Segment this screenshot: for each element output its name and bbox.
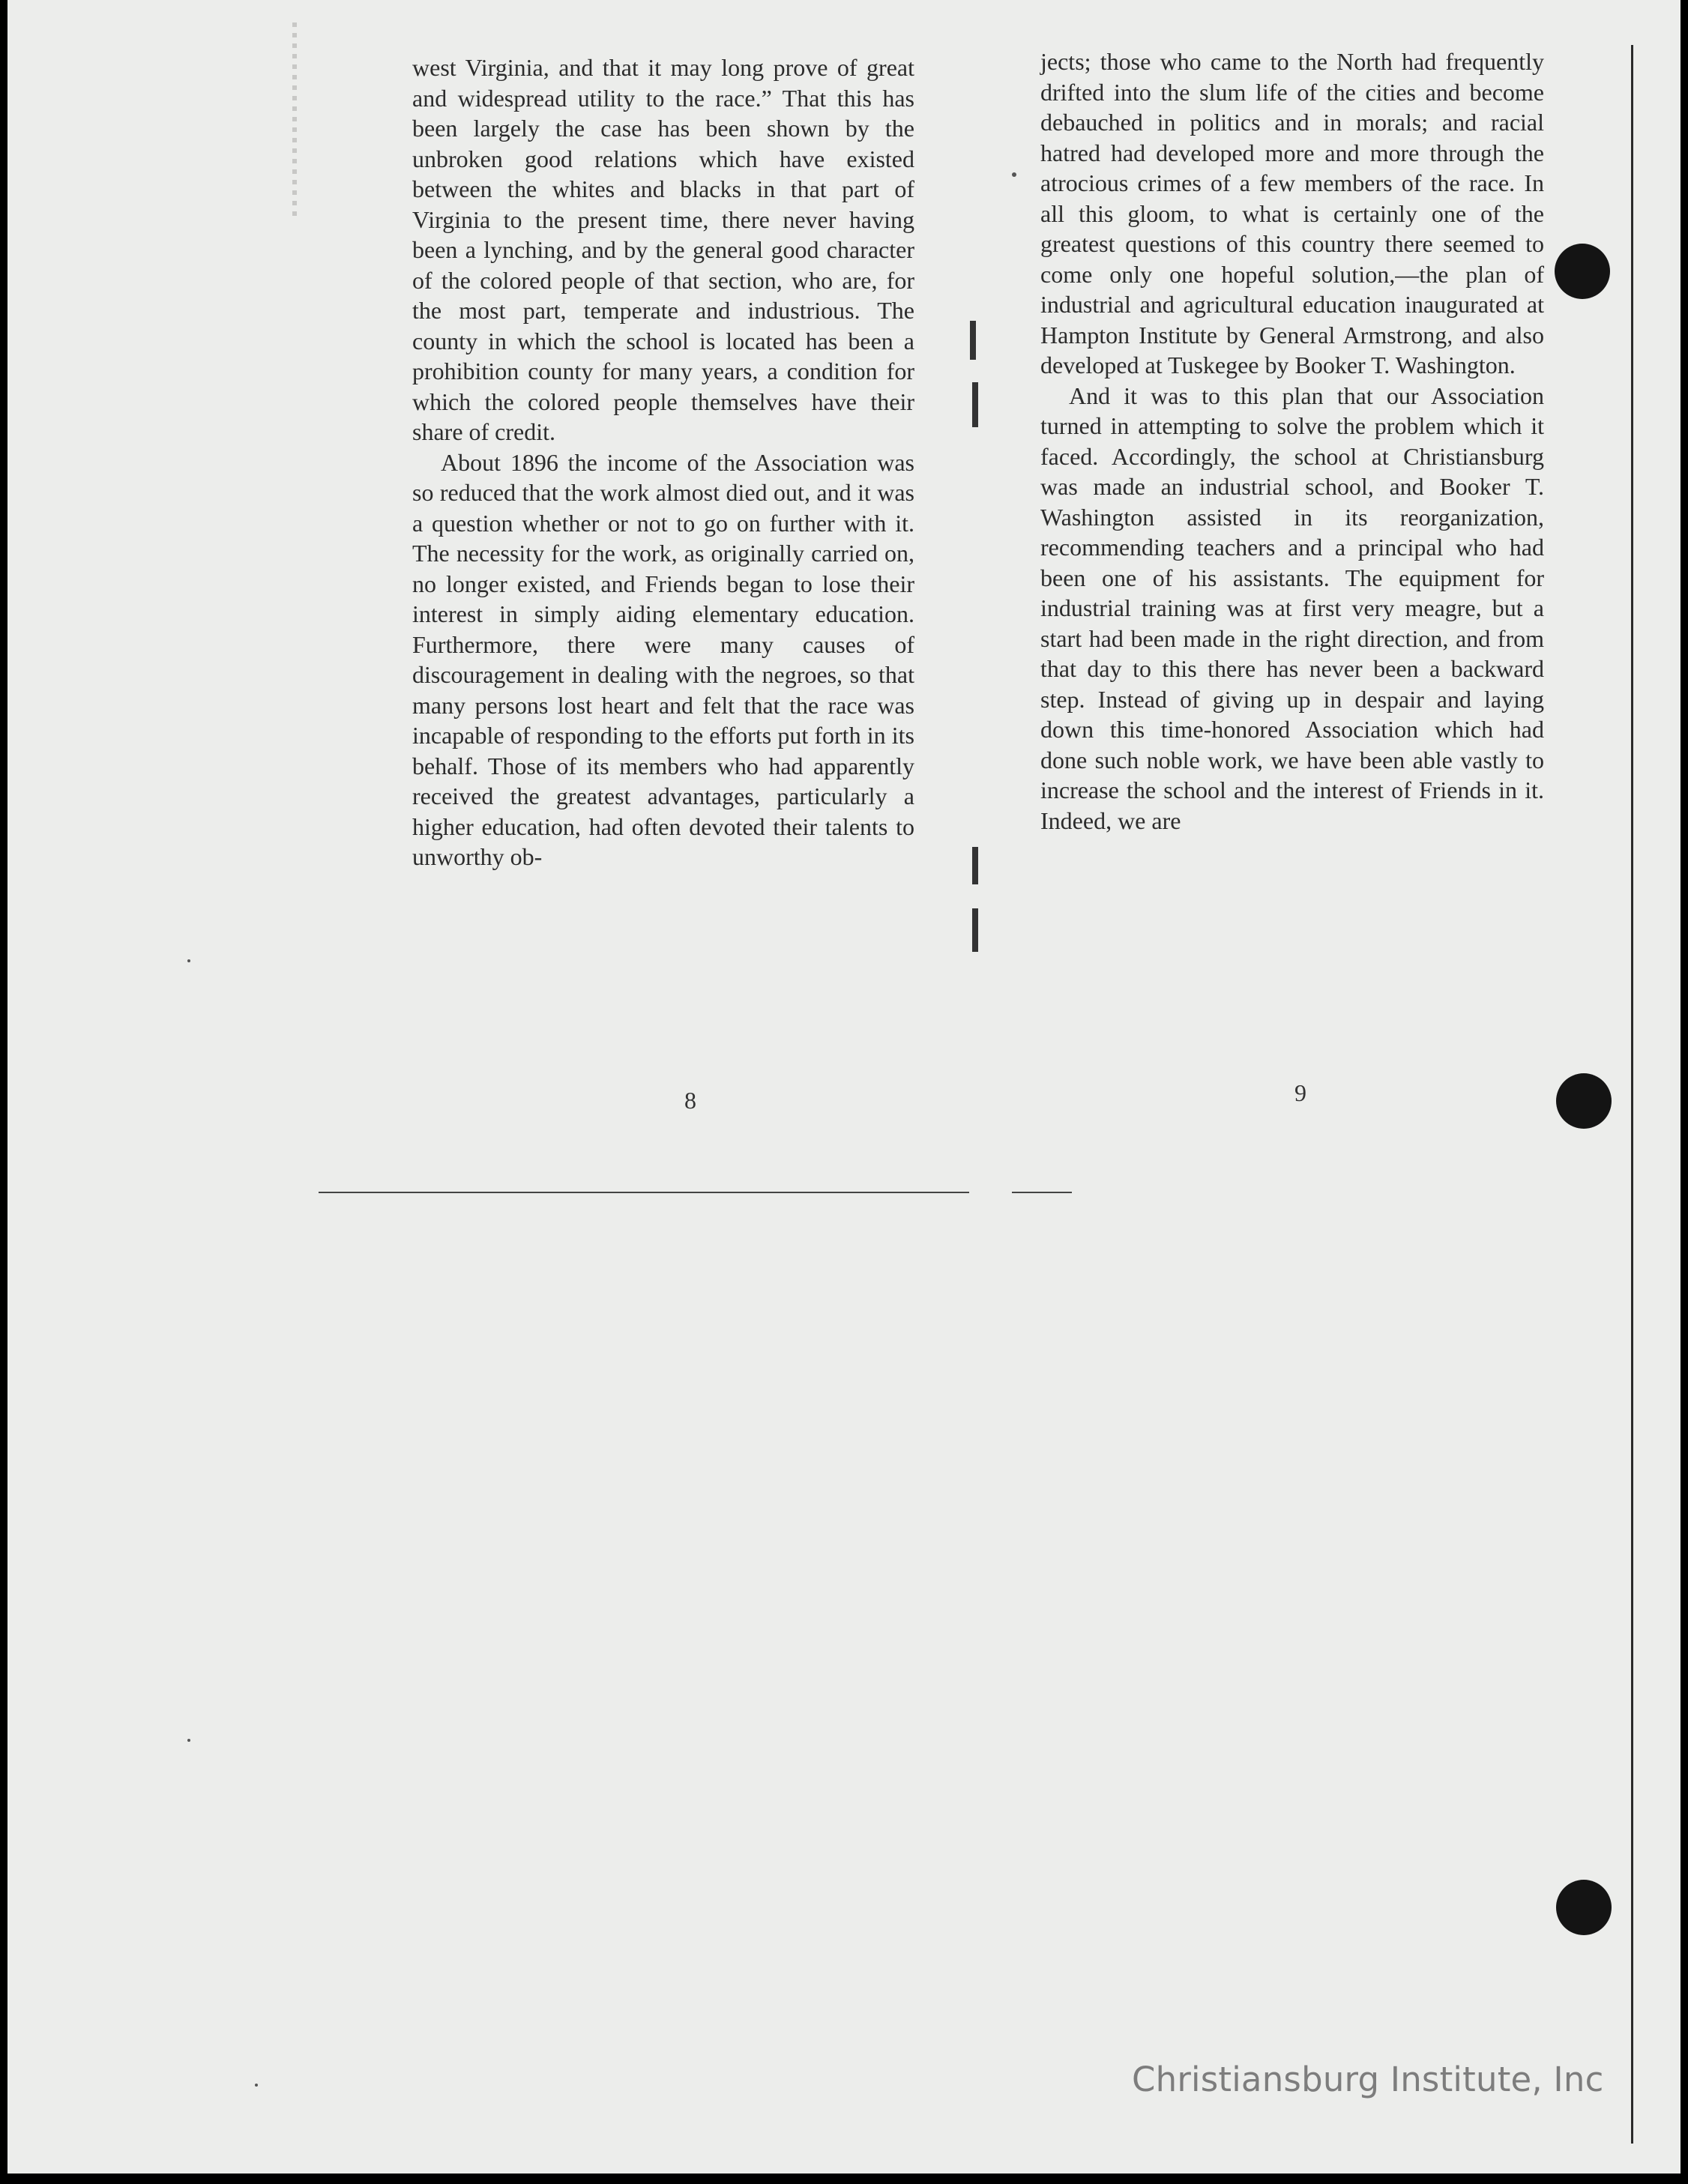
staple-mark bbox=[972, 382, 978, 427]
left-paragraph-1: west Virginia, and that it may long prove of great and widespread utility to the race.” That this has been largely the case has been shown by the unbroken good relations which have existed between the whites and blacks in that part of Virginia to the present time, there never having been a lynching, and by the general good character of the colored people of that section, who are, for the most part, temperate and industrious. The county in which the school is located has been a prohibition county for many years, a condition for which the colored people themselves have their share of credit. bbox=[412, 54, 914, 445]
staple-mark bbox=[972, 847, 978, 884]
right-paragraph-1: jects; those who came to the North had frequently drifted into the slum life of the cities and become debauched in politics and in morals; and racial hatred had developed more and more through the atrocious crimes of a few members of the race. In all this gloom, to what is certainly one of the greatest questions of this country there seemed to come only one hopeful solution,—the plan of industrial and agricultural education inaugurated at Hampton Institute by General Armstrong, and also developed at Tuskegee by Booker T. Washington. bbox=[1040, 48, 1544, 378]
staple-mark bbox=[970, 321, 976, 360]
dust-speck bbox=[187, 959, 190, 962]
right-paragraph-2: And it was to this plan that our Association turned in attempting to solve the problem which it faced. Accordingly, the school at Christiansburg was made an industrial school, and Booker T. Washington assisted in its reorganization, recommending teachers and a principal who had been one of his assistants. The equipment for industrial training was at first very meagre, but a start had been made in the right direction, and from that day to this there has never been a backward step. Instead of giving up in despair and laying down this time-honored Association which had done such noble work, we have been able vastly to increase the school and the interest of Friends in it. Indeed, we are bbox=[1040, 381, 1544, 834]
dust-speck bbox=[1012, 172, 1016, 177]
bottom-rule-left bbox=[319, 1192, 969, 1193]
bottom-rule-right bbox=[1012, 1192, 1072, 1193]
scanned-page bbox=[7, 0, 1681, 2174]
right-column-text bbox=[1040, 46, 1544, 836]
page-number-left: 8 bbox=[684, 1087, 696, 1114]
punch-hole bbox=[1555, 244, 1610, 299]
scan-edge-artifact bbox=[292, 22, 297, 217]
dust-speck bbox=[255, 2084, 258, 2087]
left-paragraph-2: About 1896 the income of the Association was so reduced that the work almost died out, and it was a question whether or not to go on further with it. The necessity for the work, as originally carried on, no longer existed, and Friends began to lose their interest in simply aiding elementary education. Furthermore, there were many causes of discouragement in dealing with the negroes, so that many persons lost heart and felt that the race was incapable of responding to the efforts put forth in its behalf. Those of its members who had apparently received the greatest advantages, particularly a higher education, had often devoted their talents to unworthy ob- bbox=[412, 448, 914, 870]
punch-hole bbox=[1556, 1073, 1612, 1129]
punch-hole bbox=[1556, 1880, 1612, 1935]
archive-watermark: Christiansburg Institute, Inc bbox=[1132, 2060, 1604, 2099]
page-number-right: 9 bbox=[1294, 1079, 1306, 1106]
dust-speck bbox=[187, 1739, 190, 1742]
left-column-text bbox=[412, 52, 914, 872]
page-edge-line bbox=[1631, 45, 1633, 2144]
staple-mark bbox=[972, 908, 978, 952]
